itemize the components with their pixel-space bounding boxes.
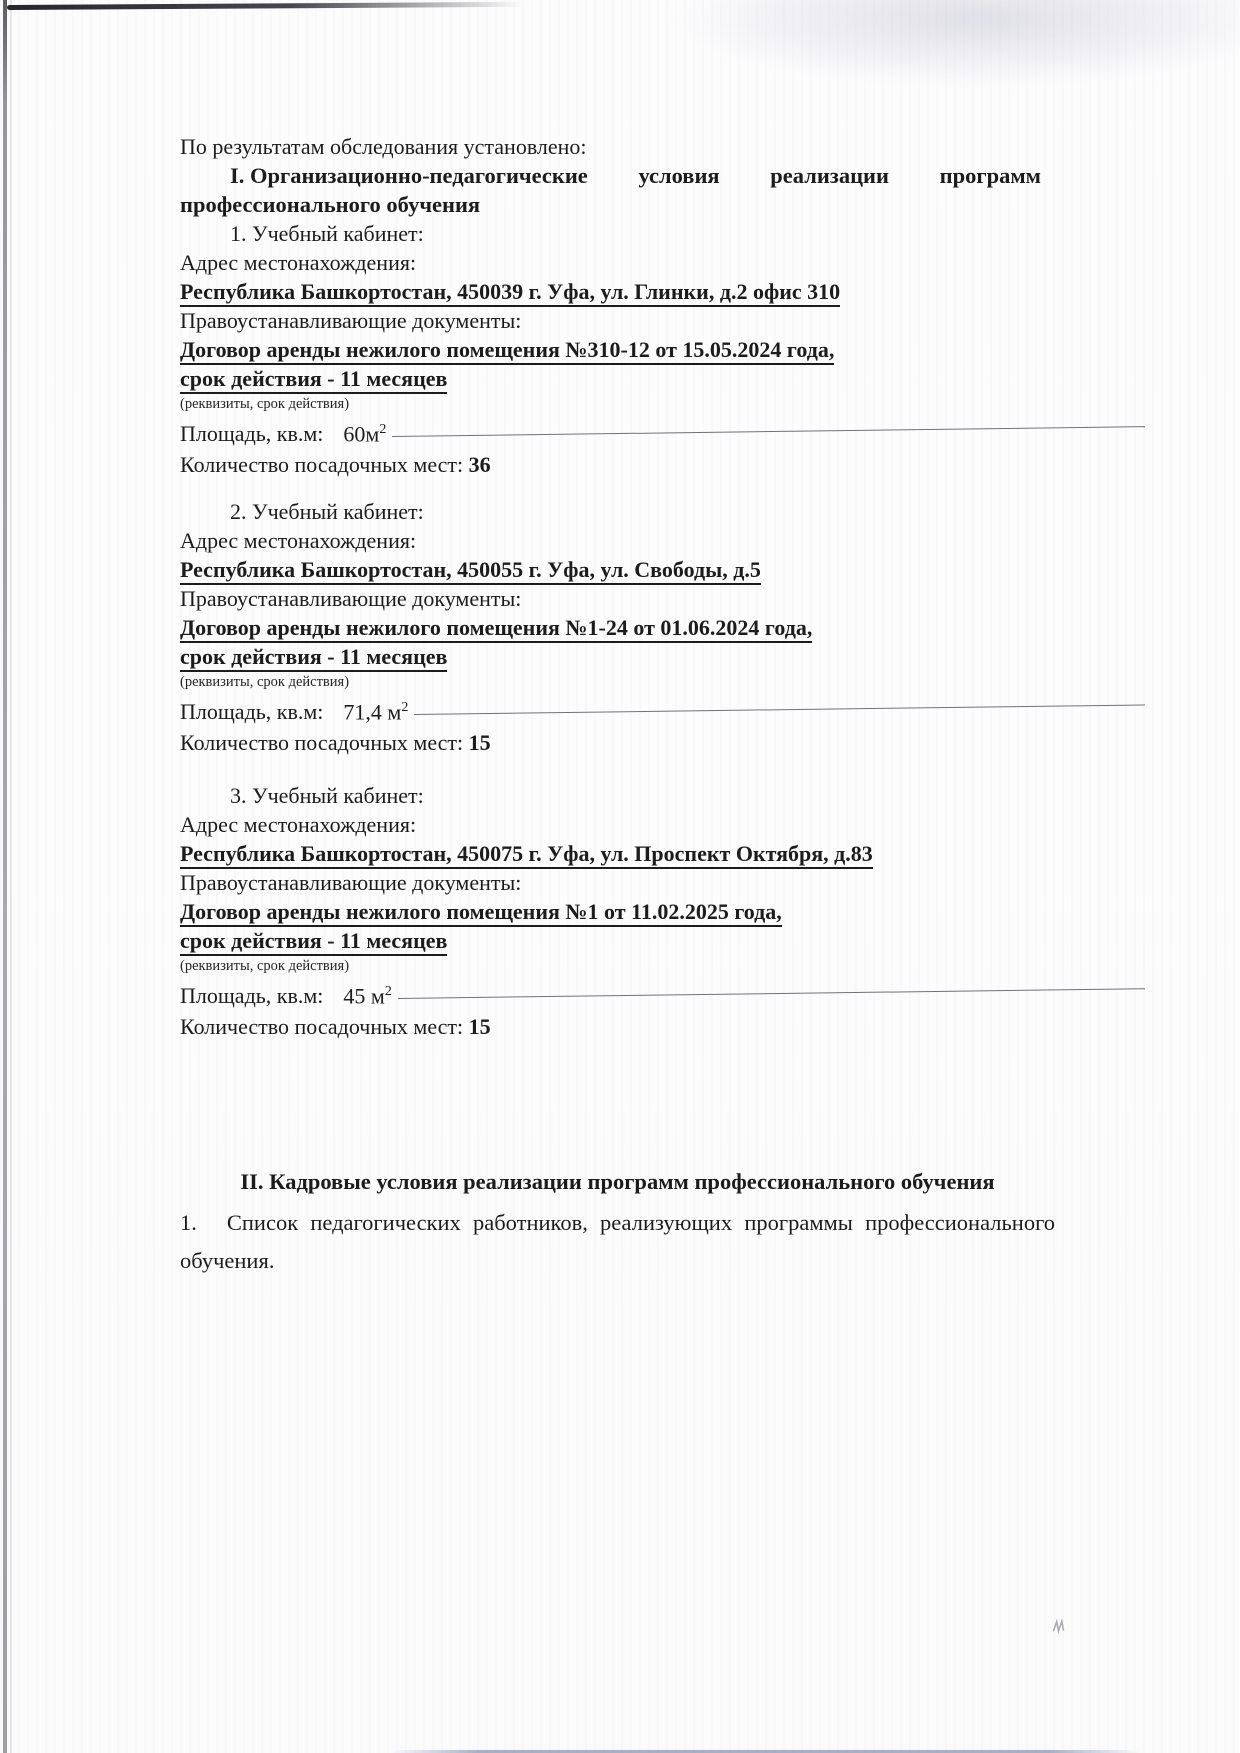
section1-heading-line2: профессионального обучения <box>180 192 481 217</box>
seats-line: Количество посадочных мест: 36 <box>180 452 491 477</box>
seats-value: 15 <box>468 1014 491 1039</box>
area-value: $60м^2$ <box>343 421 387 447</box>
area-label: Площадь, кв.м: <box>180 983 324 1009</box>
address-label: Адрес местонахождения: <box>180 528 417 553</box>
scan-mark-squiggle <box>1051 1617 1067 1637</box>
room-document-line1: Договор аренды нежилого помещения №1-24 от 01.06.2024 года, <box>180 613 1055 642</box>
area-fill-line <box>398 988 1145 999</box>
room-document-line2: срок действия - 11 месяцев <box>180 642 1055 671</box>
room-title: 1. Учебный кабинет: <box>230 221 424 246</box>
room-document-line2: срок действия - 11 месяцев <box>180 364 1055 393</box>
area-row <box>180 693 1055 725</box>
seats-line: Количество посадочных мест: 15 <box>180 730 491 755</box>
section1-heading <box>230 161 1055 190</box>
seats-value: 15 <box>468 730 491 755</box>
area-row <box>180 977 1055 1009</box>
section2-paragraph-line2: обучения. <box>180 1248 275 1273</box>
area-row <box>180 415 1055 447</box>
room-document-line1: Договор аренды нежилого помещения №1 от 11.02.2025 года, <box>180 897 1055 926</box>
documents-label: Правоустанавливающие документы: <box>180 586 522 611</box>
section1-heading-word: программ <box>939 163 1041 188</box>
documents-label: Правоустанавливающие документы: <box>180 870 522 895</box>
room-document-line2: срок действия - 11 месяцев <box>180 926 1055 955</box>
room-address: Республика Башкортостан, 450055 г. Уфа, ул. Свободы, д.5 <box>180 555 1055 584</box>
room-document-line1: Договор аренды нежилого помещения №310-12 от 15.05.2024 года, <box>180 335 1055 364</box>
area-label: Площадь, кв.м: <box>180 699 324 725</box>
section1-heading-word: I. Организационно-педагогические <box>230 163 588 188</box>
address-label: Адрес местонахождения: <box>180 250 417 275</box>
requisites-note: (реквизиты, срок действия) <box>180 674 350 690</box>
seats-line: Количество посадочных мест: 15 <box>180 1014 491 1039</box>
room-address: Республика Башкортостан, 450039 г. Уфа, ул. Глинки, д.2 офис 310 <box>180 277 1055 306</box>
area-fill-line <box>414 704 1145 715</box>
section1-heading-word: реализации <box>770 163 889 188</box>
area-value: 45 $м^2$ <box>343 983 392 1009</box>
section2-paragraph-line1: 1. Список педагогических работников, реализующих программы профессионального <box>180 1210 1055 1235</box>
area-fill-line <box>392 426 1145 437</box>
room-title: 2. Учебный кабинет: <box>230 499 424 524</box>
section1-heading-word: условия <box>638 163 720 188</box>
section2-heading: II. Кадровые условия реализации программ профессионального обучения <box>240 1169 995 1194</box>
area-value: 71,4 $м^2$ <box>343 699 409 725</box>
intro-line: По результатам обследования установлено: <box>180 134 587 159</box>
room-address: Республика Башкортостан, 450075 г. Уфа, ул. Проспект Октября, д.83 <box>180 839 1055 868</box>
requisites-note: (реквизиты, срок действия) <box>180 958 350 974</box>
address-label: Адрес местонахождения: <box>180 812 417 837</box>
requisites-note: (реквизиты, срок действия) <box>180 396 350 412</box>
documents-label: Правоустанавливающие документы: <box>180 308 522 333</box>
seats-value: 36 <box>468 452 491 477</box>
area-label: Площадь, кв.м: <box>180 421 324 447</box>
room-title: 3. Учебный кабинет: <box>230 783 424 808</box>
paragraph-number: 1. <box>180 1210 197 1235</box>
